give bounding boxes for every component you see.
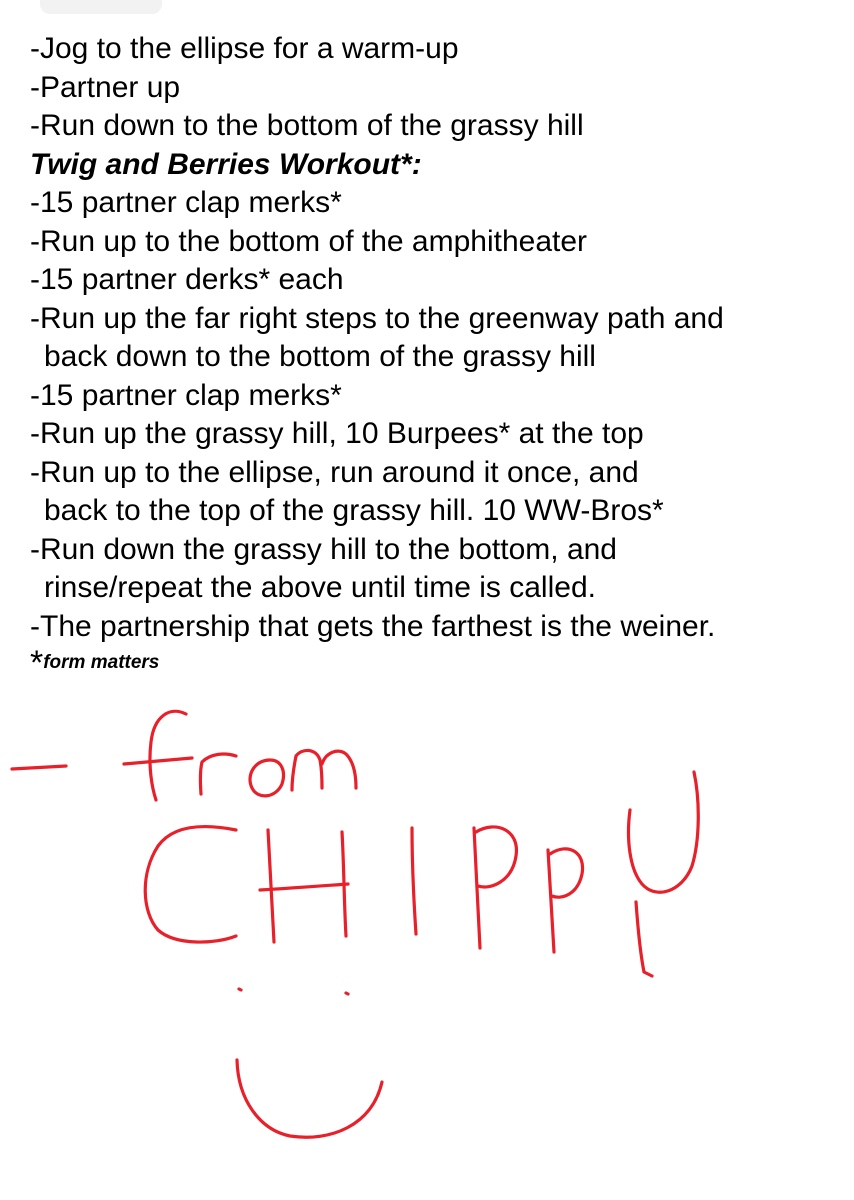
note-line: -Run up to the bottom of the amphitheater — [30, 224, 588, 258]
top-tab-remnant — [40, 0, 162, 14]
note-line: -Run down the grassy hill to the bottom, and — [30, 532, 617, 566]
note-line: -The partnership that gets the farthest is the weiner. — [30, 609, 716, 643]
workout-heading: Twig and Berries Workout*: — [30, 147, 422, 181]
note-line: -15 partner clap merks* — [30, 378, 342, 412]
note-body — [30, 30, 840, 680]
note-line: -Run up the grassy hill, 10 Burpees* at the top — [30, 417, 644, 450]
note-line: -Run up the far right steps to the greenway path and — [30, 301, 724, 335]
note-line-continued: rinse/repeat the above until time is called. — [44, 571, 596, 604]
handwritten-signature — [0, 690, 854, 1190]
footnote-mark: * — [30, 644, 44, 682]
note-line-continued: back to the top of the grassy hill. 10 WW-Bros* — [44, 494, 664, 527]
note-line: -15 partner derks* each — [30, 263, 344, 296]
note-line: -Run up to the ellipse, run around it once, and — [30, 455, 639, 489]
note-line: -Run down to the bottom of the grassy hill — [30, 109, 584, 142]
footnote — [30, 646, 840, 680]
note-line: -15 partner clap merks* — [30, 186, 342, 219]
note-line: -Jog to the ellipse for a warm-up — [30, 32, 459, 65]
footnote-text: form matters — [43, 652, 160, 673]
note-line: -Partner up — [30, 70, 181, 104]
note-line-continued: back down to the bottom of the grassy hill — [44, 340, 596, 373]
